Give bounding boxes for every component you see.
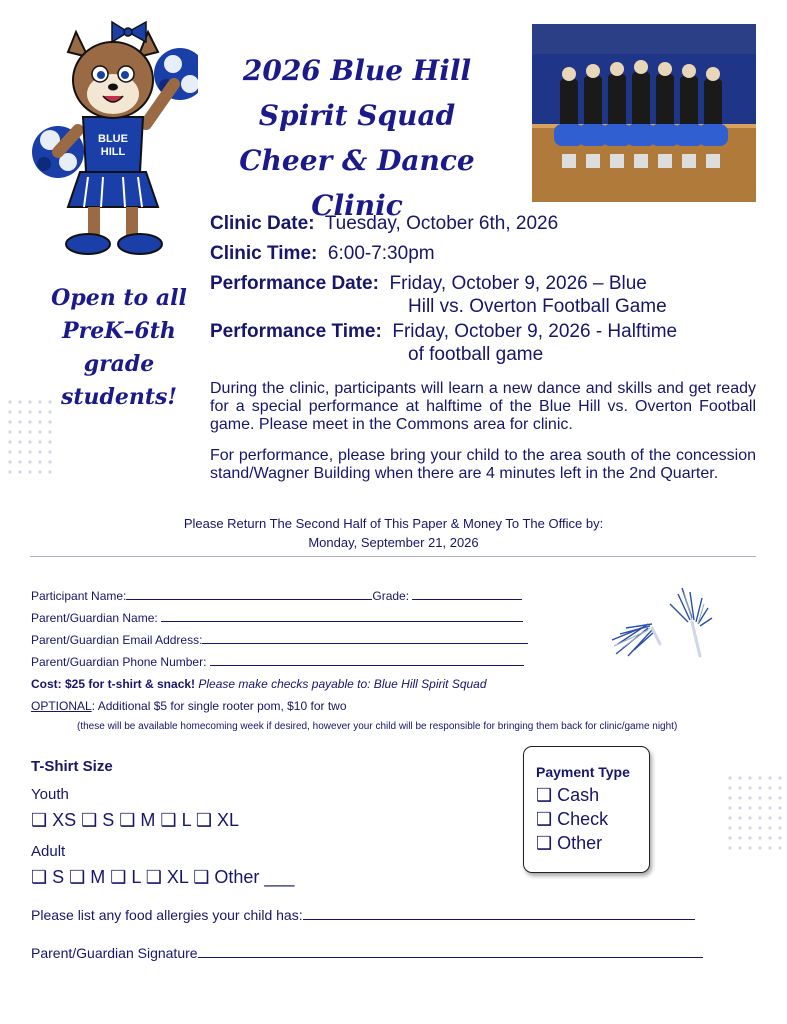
decorative-dot-grid-right bbox=[726, 774, 786, 874]
mascot-shirt-text: BLUE bbox=[98, 133, 128, 145]
performance-instructions: For performance, please bring your child to the area south of the concession stand/Wagner Building when there are 4 minutes left in the 2nd Quarter. bbox=[210, 447, 756, 482]
clinic-time bbox=[210, 242, 435, 265]
performance-time-label: Performance Time: bbox=[210, 321, 382, 342]
payment-option-cash[interactable]: ❑ Cash bbox=[536, 785, 600, 805]
grade-label: Grade: bbox=[372, 589, 410, 603]
page-title bbox=[212, 48, 502, 228]
cost-line bbox=[31, 676, 487, 692]
signature-label: Parent/Guardian Signature bbox=[31, 945, 198, 961]
tshirt-size-heading: T-Shirt Size bbox=[31, 758, 113, 775]
adult-size-options[interactable]: ❑ S ❑ M ❑ L ❑ XL ❑ Other ___ bbox=[31, 867, 295, 887]
guardian-name-row bbox=[31, 610, 523, 626]
team-photo bbox=[532, 24, 756, 202]
signature-row bbox=[31, 944, 703, 962]
guardian-name-field[interactable] bbox=[161, 610, 523, 622]
performance-time-value-line-2: of football game bbox=[408, 344, 544, 365]
return-note-deadline: Monday, September 21, 2026 bbox=[308, 535, 479, 550]
performance-time-value-line-1: Friday, October 9, 2026 - Halftime bbox=[392, 321, 678, 342]
optional-text: : Additional $5 for single rooter pom, $10 for two bbox=[91, 699, 347, 713]
performance-time bbox=[210, 320, 750, 366]
guardian-phone-label: Parent/Guardian Phone Number: bbox=[31, 655, 207, 669]
clinic-date-value: Tuesday, October 6th, 2026 bbox=[324, 213, 559, 234]
title-line-3: Cheer & Dance Clinic bbox=[239, 144, 475, 222]
participant-name-label: Participant Name: bbox=[31, 589, 127, 603]
allergies-label: Please list any food allergies your child has: bbox=[31, 907, 303, 923]
title-line-1: 2026 Blue Hill bbox=[242, 54, 472, 87]
guardian-email-field[interactable] bbox=[202, 632, 528, 644]
clinic-date bbox=[210, 212, 558, 235]
clinic-description: During the clinic, participants will learn a new dance and skills and get ready for a special performance at halftime of the Blue Hill vs. Overton Football game. Please meet in the Commons area for clinic. bbox=[210, 380, 756, 433]
optional-note: (these will be available homecoming week if desired, however your child will be responsible for bringing them back for clinic/game night) bbox=[77, 721, 678, 732]
optional-label: OPTIONAL bbox=[31, 699, 92, 713]
signature-field[interactable] bbox=[198, 944, 703, 958]
wildcat-mascot-illustration bbox=[28, 12, 198, 267]
return-note bbox=[0, 514, 787, 552]
title-line-2: Spirit Squad bbox=[258, 99, 456, 132]
guardian-email-label: Parent/Guardian Email Address: bbox=[31, 633, 203, 647]
pom-pom-pair-icon bbox=[608, 584, 720, 668]
payment-type-heading: Payment Type bbox=[536, 764, 630, 780]
return-note-line-1: Please Return The Second Half of This Paper & Money To The Office by: bbox=[183, 516, 604, 531]
performance-date bbox=[210, 272, 750, 318]
guardian-name-label: Parent/Guardian Name: bbox=[31, 611, 158, 625]
adult-label: Adult bbox=[31, 843, 66, 860]
payment-type-box bbox=[523, 746, 650, 873]
open-note-line-3: grade students! bbox=[60, 351, 178, 410]
guardian-phone-row bbox=[31, 654, 524, 670]
clinic-time-label: Clinic Time: bbox=[210, 243, 318, 264]
open-note-line-2: PreK–6th bbox=[62, 318, 176, 344]
payment-option-check[interactable]: ❑ Check bbox=[536, 809, 609, 829]
clinic-date-label: Clinic Date: bbox=[210, 213, 315, 234]
youth-size-options[interactable]: ❑ XS ❑ S ❑ M ❑ L ❑ XL bbox=[31, 810, 240, 830]
performance-date-value-line-2: Hill vs. Overton Football Game bbox=[408, 296, 667, 317]
clinic-time-value: 6:00-7:30pm bbox=[327, 243, 435, 264]
decorative-dot-grid-left bbox=[6, 398, 66, 498]
cost-label: Cost: $25 for t-shirt & snack! bbox=[31, 677, 196, 691]
pom-pom-right-icon bbox=[154, 48, 198, 100]
check-payable-note: Please make checks payable to: Blue Hill Spirit Squad bbox=[195, 677, 487, 691]
participant-row bbox=[31, 588, 522, 604]
allergies-field[interactable] bbox=[303, 906, 695, 920]
svg-text:HILL: HILL bbox=[100, 146, 126, 158]
payment-option-other[interactable]: ❑ Other bbox=[536, 833, 603, 853]
performance-date-label: Performance Date: bbox=[210, 273, 379, 294]
optional-line bbox=[31, 698, 347, 714]
open-note-line-1: Open to all bbox=[51, 285, 187, 311]
guardian-phone-field[interactable] bbox=[210, 654, 524, 666]
youth-label: Youth bbox=[31, 786, 69, 803]
grade-field[interactable] bbox=[412, 588, 522, 600]
allergies-row bbox=[31, 906, 695, 924]
open-to-all-note bbox=[34, 282, 204, 414]
cut-line-divider bbox=[30, 556, 756, 557]
participant-name-field[interactable] bbox=[126, 588, 372, 600]
performance-date-value-line-1: Friday, October 9, 2026 – Blue bbox=[389, 273, 647, 294]
guardian-email-row bbox=[31, 632, 528, 648]
